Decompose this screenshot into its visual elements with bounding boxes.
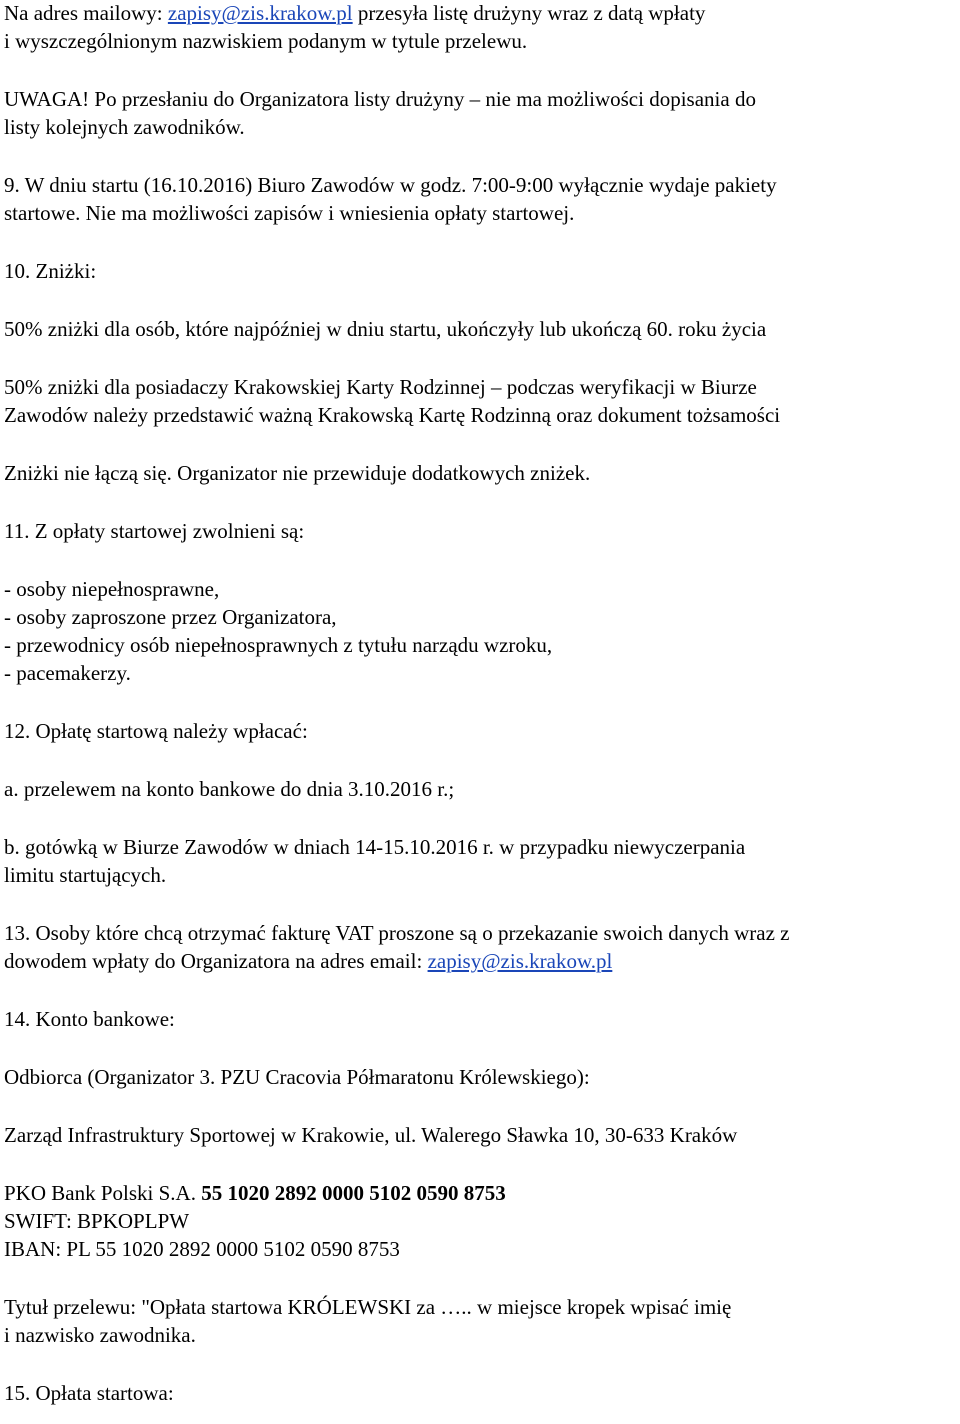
iban-number: IBAN: PL 55 1020 2892 0000 5102 0590 8753 (4, 1237, 400, 1261)
spacer (4, 1033, 956, 1063)
spacer (4, 55, 956, 85)
spacer (4, 343, 956, 373)
spacer (4, 889, 956, 919)
section-9-line-2: startowe. Nie ma możliwości zapisów i wniesienia opłaty startowej. (4, 201, 575, 225)
spacer (4, 975, 956, 1005)
discount-seniors: 50% zniżki dla osób, które najpóźniej w dniu startu, ukończyły lub ukończą 60. roku życia (4, 317, 767, 341)
spacer (4, 745, 956, 775)
spacer (4, 803, 956, 833)
spacer (4, 1091, 956, 1121)
discount-family-card (4, 373, 956, 429)
list-item: - pacemakerzy. (4, 661, 131, 685)
discount-family-line-1: 50% zniżki dla posiadaczy Krakowskiej Karty Rodzinnej – podczas weryfikacji w Biurze (4, 375, 757, 399)
warning-line-2: listy kolejnych zawodników. (4, 115, 245, 139)
invoice-email-link[interactable]: zapisy@zis.krakow.pl (427, 949, 613, 973)
spacer (4, 285, 956, 315)
recipient-address: Zarząd Infrastruktury Sportowej w Krakowie, ul. Walerego Sławka 10, 30-633 Kraków (4, 1123, 738, 1147)
spacer (4, 687, 956, 717)
spacer (4, 227, 956, 257)
intro-paragraph (4, 0, 956, 55)
account-number: 55 1020 2892 0000 5102 0590 8753 (201, 1181, 506, 1205)
list-item: - osoby zaproszone przez Organizatora, (4, 605, 337, 629)
spacer (4, 141, 956, 171)
document-page (4, 0, 956, 1407)
section-10-heading: 10. Zniżki: (4, 259, 97, 283)
payment-option-b (4, 833, 956, 889)
bank-name: PKO Bank Polski S.A. (4, 1181, 202, 1205)
intro-email-link[interactable]: zapisy@zis.krakow.pl (167, 1, 353, 25)
intro-line-1 (4, 0, 956, 27)
intro-text-after-email: przesyła listę drużyny wraz z datą wpłaty (352, 1, 706, 25)
transfer-title-line-1: Tytuł przelewu: "Opłata startowa KRÓLEWSKI za ….. w miejsce kropek wpisać imię (4, 1295, 732, 1319)
spacer (4, 545, 956, 575)
spacer (4, 487, 956, 517)
warning-line-1: UWAGA! Po przesłaniu do Organizatora listy drużyny – nie ma możliwości dopisania do (4, 87, 756, 111)
exempt-list (4, 575, 956, 687)
spacer (4, 429, 956, 459)
section-13-line-2 (4, 947, 956, 975)
discount-note: Zniżki nie łączą się. Organizator nie przewiduje dodatkowych zniżek. (4, 461, 591, 485)
spacer (4, 1263, 956, 1293)
discount-family-line-2: Zawodów należy przedstawić ważną Krakowską Kartę Rodzinną oraz dokument tożsamości (4, 403, 781, 427)
payment-option-b-line-1: b. gotówką w Biurze Zawodów w dniach 14-15.10.2016 r. w przypadku niewyczerpania (4, 835, 746, 859)
list-item: - osoby niepełnosprawne, (4, 577, 220, 601)
section-11-heading: 11. Z opłaty startowej zwolnieni są: (4, 519, 305, 543)
transfer-title (4, 1293, 956, 1349)
payment-option-a: a. przelewem na konto bankowe do dnia 3.10.2016 r.; (4, 777, 455, 801)
swift-code: SWIFT: BPKOPLPW (4, 1209, 190, 1233)
payment-option-b-line-2: limitu startujących. (4, 863, 167, 887)
spacer (4, 1349, 956, 1379)
list-item: - przewodnicy osób niepełnosprawnych z tytułu narządu wzroku, (4, 633, 553, 657)
warning-paragraph (4, 85, 956, 141)
section-14-heading: 14. Konto bankowe: (4, 1007, 175, 1031)
section-9-line-1: 9. W dniu startu (16.10.2016) Biuro Zawodów w godz. 7:00-9:00 wyłącznie wydaje pakiety (4, 173, 777, 197)
bank-details (4, 1179, 956, 1263)
intro-text-before-email: Na adres mailowy: (4, 1, 168, 25)
intro-line-2: i wyszczególnionym nazwiskiem podanym w tytule przelewu. (4, 29, 528, 53)
spacer (4, 1149, 956, 1179)
bank-account-line (4, 1179, 956, 1207)
transfer-title-line-2: i nazwisko zawodnika. (4, 1323, 196, 1347)
section-13-text-before-email: dowodem wpłaty do Organizatora na adres email: (4, 949, 428, 973)
section-15-heading: 15. Opłata startowa: (4, 1381, 174, 1405)
section-9 (4, 171, 956, 227)
section-12-heading: 12. Opłatę startową należy wpłacać: (4, 719, 308, 743)
section-13 (4, 919, 956, 975)
recipient-line: Odbiorca (Organizator 3. PZU Cracovia Półmaratonu Królewskiego): (4, 1065, 590, 1089)
section-13-line-1: 13. Osoby które chcą otrzymać fakturę VAT proszone są o przekazanie swoich danych wraz z (4, 921, 790, 945)
